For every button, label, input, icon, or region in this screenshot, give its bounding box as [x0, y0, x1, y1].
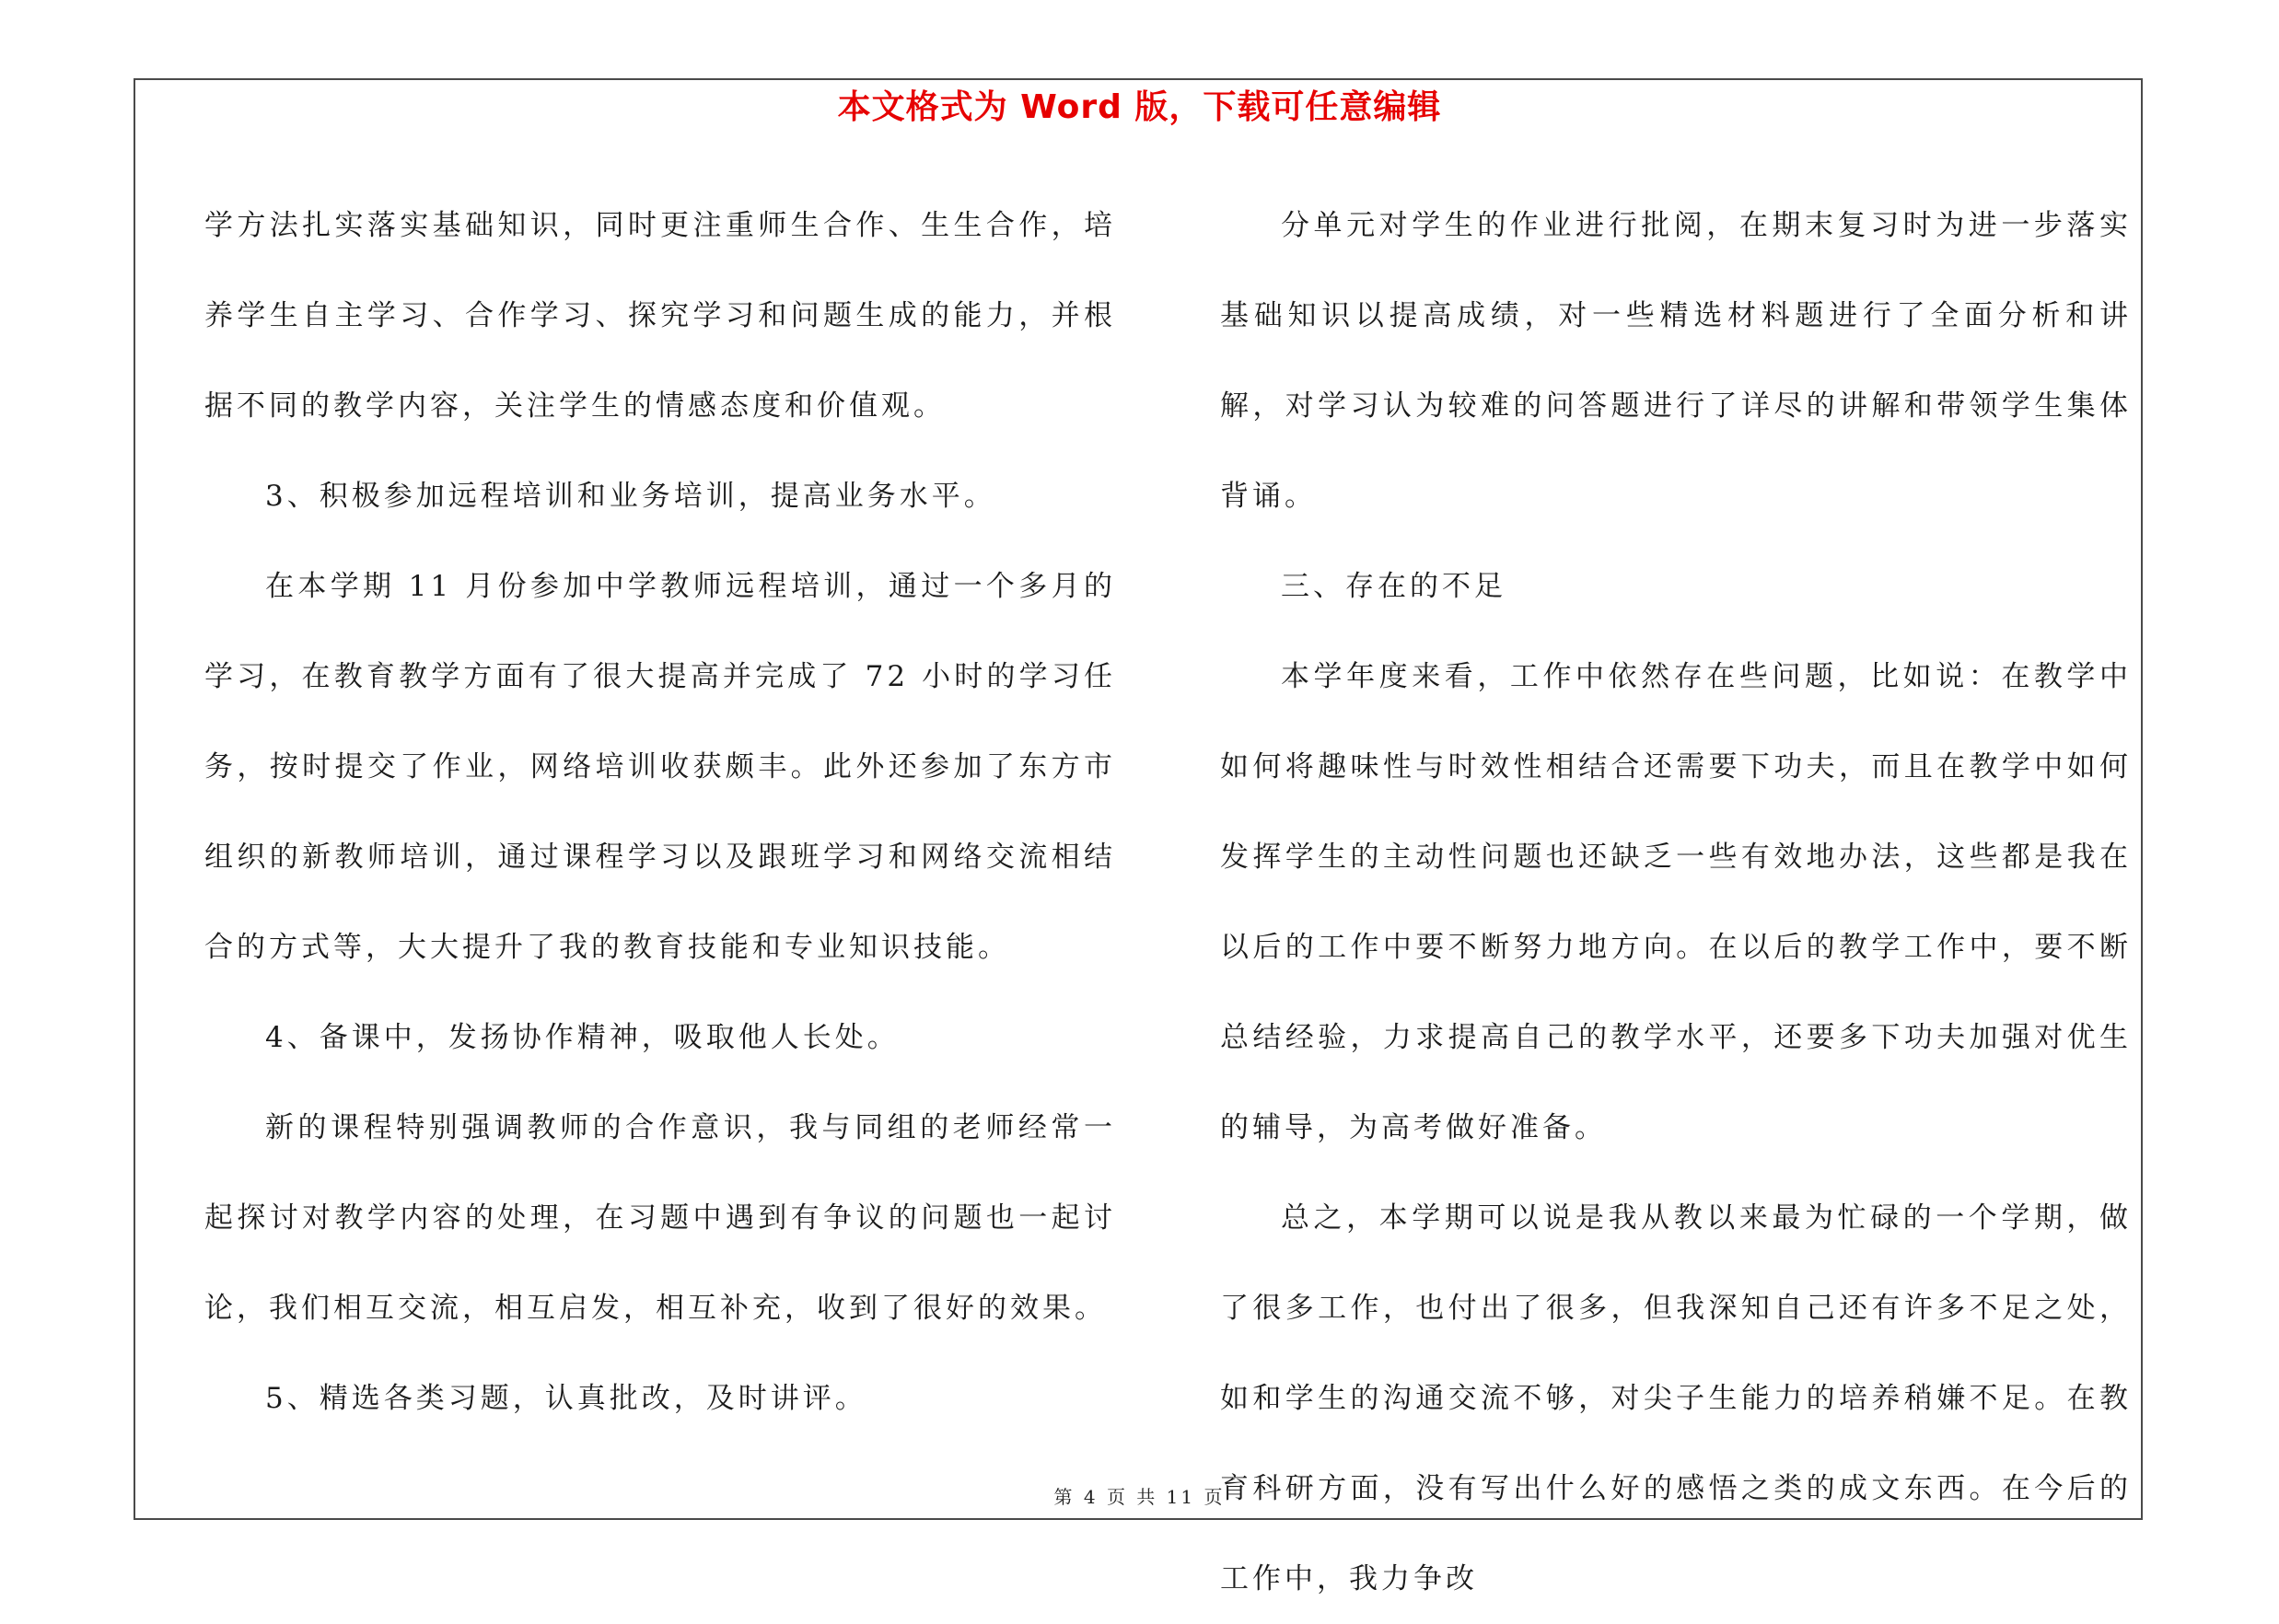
paragraph: 学方法扎实落实基础知识，同时更注重师生合作、生生合作，培养学生自主学习、合作学习、探究学习和问题生成的能力，并根据不同的教学内容，关注学生的情感态度和价值观。 [204, 209, 1116, 423]
paragraph: 新的课程特别强调教师的合作意识，我与同组的老师经常一起探讨对教学内容的处理，在习题中遇到有争议的问题也一起讨论，我们相互交流，相互启发，相互补充，收到了很好的效果。 [204, 1111, 1116, 1325]
paragraph: 在本学期 11 月份参加中学教师远程培训，通过一个多月的学习，在教育教学方面有了很大提高并完成了 72 小时的学习任务，按时提交了作业，网络培训收获颇丰。此外还参加了东方市组织的新教师培训，通过课程学习以及跟班学习和网络交流相结合的方式等，大大提升了我的教育技能和专业知识技能。 [204, 570, 1116, 964]
paragraph: 3、积极参加远程培训和业务培训，提高业务水平。 [265, 480, 996, 513]
left-text-column [204, 180, 1116, 1444]
paragraph: 4、备课中，发扬协作精神，吸取他人长处。 [265, 1021, 900, 1054]
right-text-column [1220, 180, 2132, 1624]
word-format-banner: 本文格式为 Word 版，下载可任意编辑 [837, 88, 1442, 126]
paragraph: 总之，本学期可以说是我从教以来最为忙碌的一个学期，做了很多工作，也付出了很多，但我深知自己还有许多不足之处，如和学生的沟通交流不够，对尖子生能力的培养稍嫌不足。在教育科研方面，没有写出什么好的感悟之类的成文东西。在今后的工作中，我力争改 [1220, 1201, 2132, 1595]
paragraph: 本学年度来看，工作中依然存在些问题，比如说：在教学中如何将趣味性与时效性相结合还需要下功夫，而且在教学中如何发挥学生的主动性问题也还缺乏一些有效地办法，这些都是我在以后的工作中要不断努力地方向。在以后的教学工作中，要不断总结经验，力求提高自己的教学水平，还要多下功夫加强对优生的辅导，为高考做好准备。 [1220, 660, 2132, 1144]
page-number: 第 4 页 共 11 页 [1053, 1486, 1226, 1508]
paragraph: 分单元对学生的作业进行批阅，在期末复习时为进一步落实基础知识以提高成绩，对一些精选材料题进行了全面分析和讲解，对学习认为较难的问答题进行了详尽的讲解和带领学生集体背诵。 [1220, 209, 2132, 513]
paragraph: 5、精选各类习题，认真批改，及时讲评。 [265, 1382, 867, 1415]
section-heading: 三、存在的不足 [1281, 570, 1506, 603]
